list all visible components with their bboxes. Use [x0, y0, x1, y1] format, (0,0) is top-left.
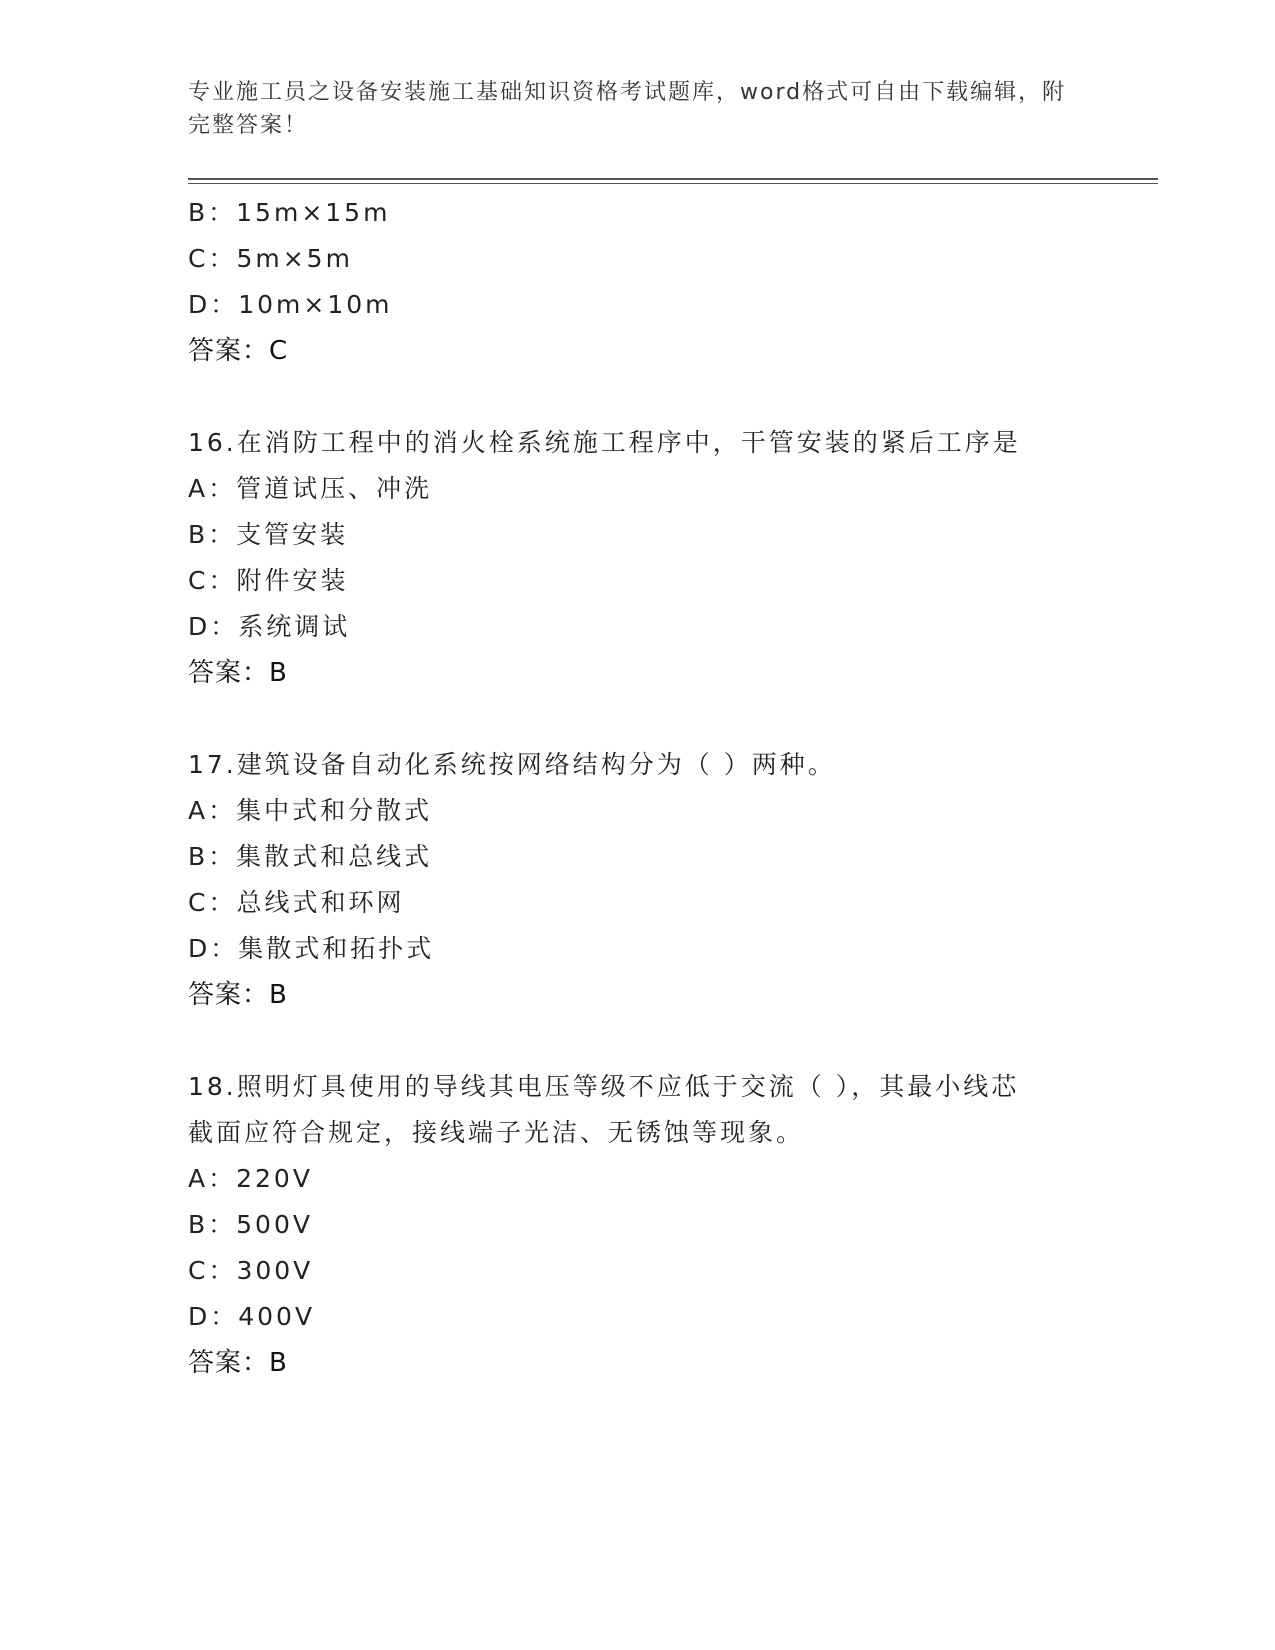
q17-option-a: A：集中式和分散式: [188, 796, 433, 825]
spacer: [188, 1018, 1088, 1064]
q16-option-c: C：附件安装: [188, 566, 349, 595]
q17-answer: 答案：B: [188, 980, 288, 1010]
question-17: [188, 742, 1088, 1018]
q15-option-b: B：15m×15m: [188, 198, 391, 227]
q17-option-b: B：集散式和总线式: [188, 842, 433, 871]
q18-option-a: A：220V: [188, 1164, 313, 1193]
q16-option-a: A：管道试压、冲洗: [188, 474, 433, 503]
q18-option-c: C：300V: [188, 1256, 314, 1285]
q16-option-b: B：支管安装: [188, 520, 349, 549]
q15-answer: 答案：C: [188, 336, 289, 366]
q16-stem: 16.在消防工程中的消火栓系统施工程序中，干管安装的紧后工序是: [188, 428, 1021, 457]
question-list: [188, 190, 1088, 1386]
spacer: [188, 696, 1088, 742]
q15-option-d: D：10m×10m: [188, 290, 393, 319]
question-16: [188, 420, 1088, 696]
document-header: [188, 76, 1088, 142]
q16-option-d: D：系统调试: [188, 612, 351, 641]
header-divider-thin: [188, 183, 1158, 184]
q18-stem-line1: 18.照明灯具使用的导线其电压等级不应低于交流（ ），其最小线芯: [188, 1072, 1020, 1101]
q17-option-d: D：集散式和拓扑式: [188, 934, 435, 963]
question-15: [188, 190, 1088, 374]
header-text: 专业施工员之设备安装施工基础知识资格考试题库，word格式可自由下载编辑，附完整答案！: [188, 80, 1067, 138]
q17-option-c: C：总线式和环网: [188, 888, 405, 917]
header-divider-thick: [188, 178, 1158, 180]
question-18: [188, 1064, 1088, 1386]
q18-stem-line2: 截面应符合规定，接线端子光洁、无锈蚀等现象。: [188, 1118, 805, 1147]
q18-option-b: B：500V: [188, 1210, 313, 1239]
q18-option-d: D：400V: [188, 1302, 316, 1331]
q15-option-c: C：5m×5m: [188, 244, 353, 273]
q17-stem: 17.建筑设备自动化系统按网络结构分为（ ）两种。: [188, 750, 836, 779]
q18-answer: 答案：B: [188, 1348, 288, 1378]
q16-answer: 答案：B: [188, 658, 288, 688]
spacer: [188, 374, 1088, 420]
